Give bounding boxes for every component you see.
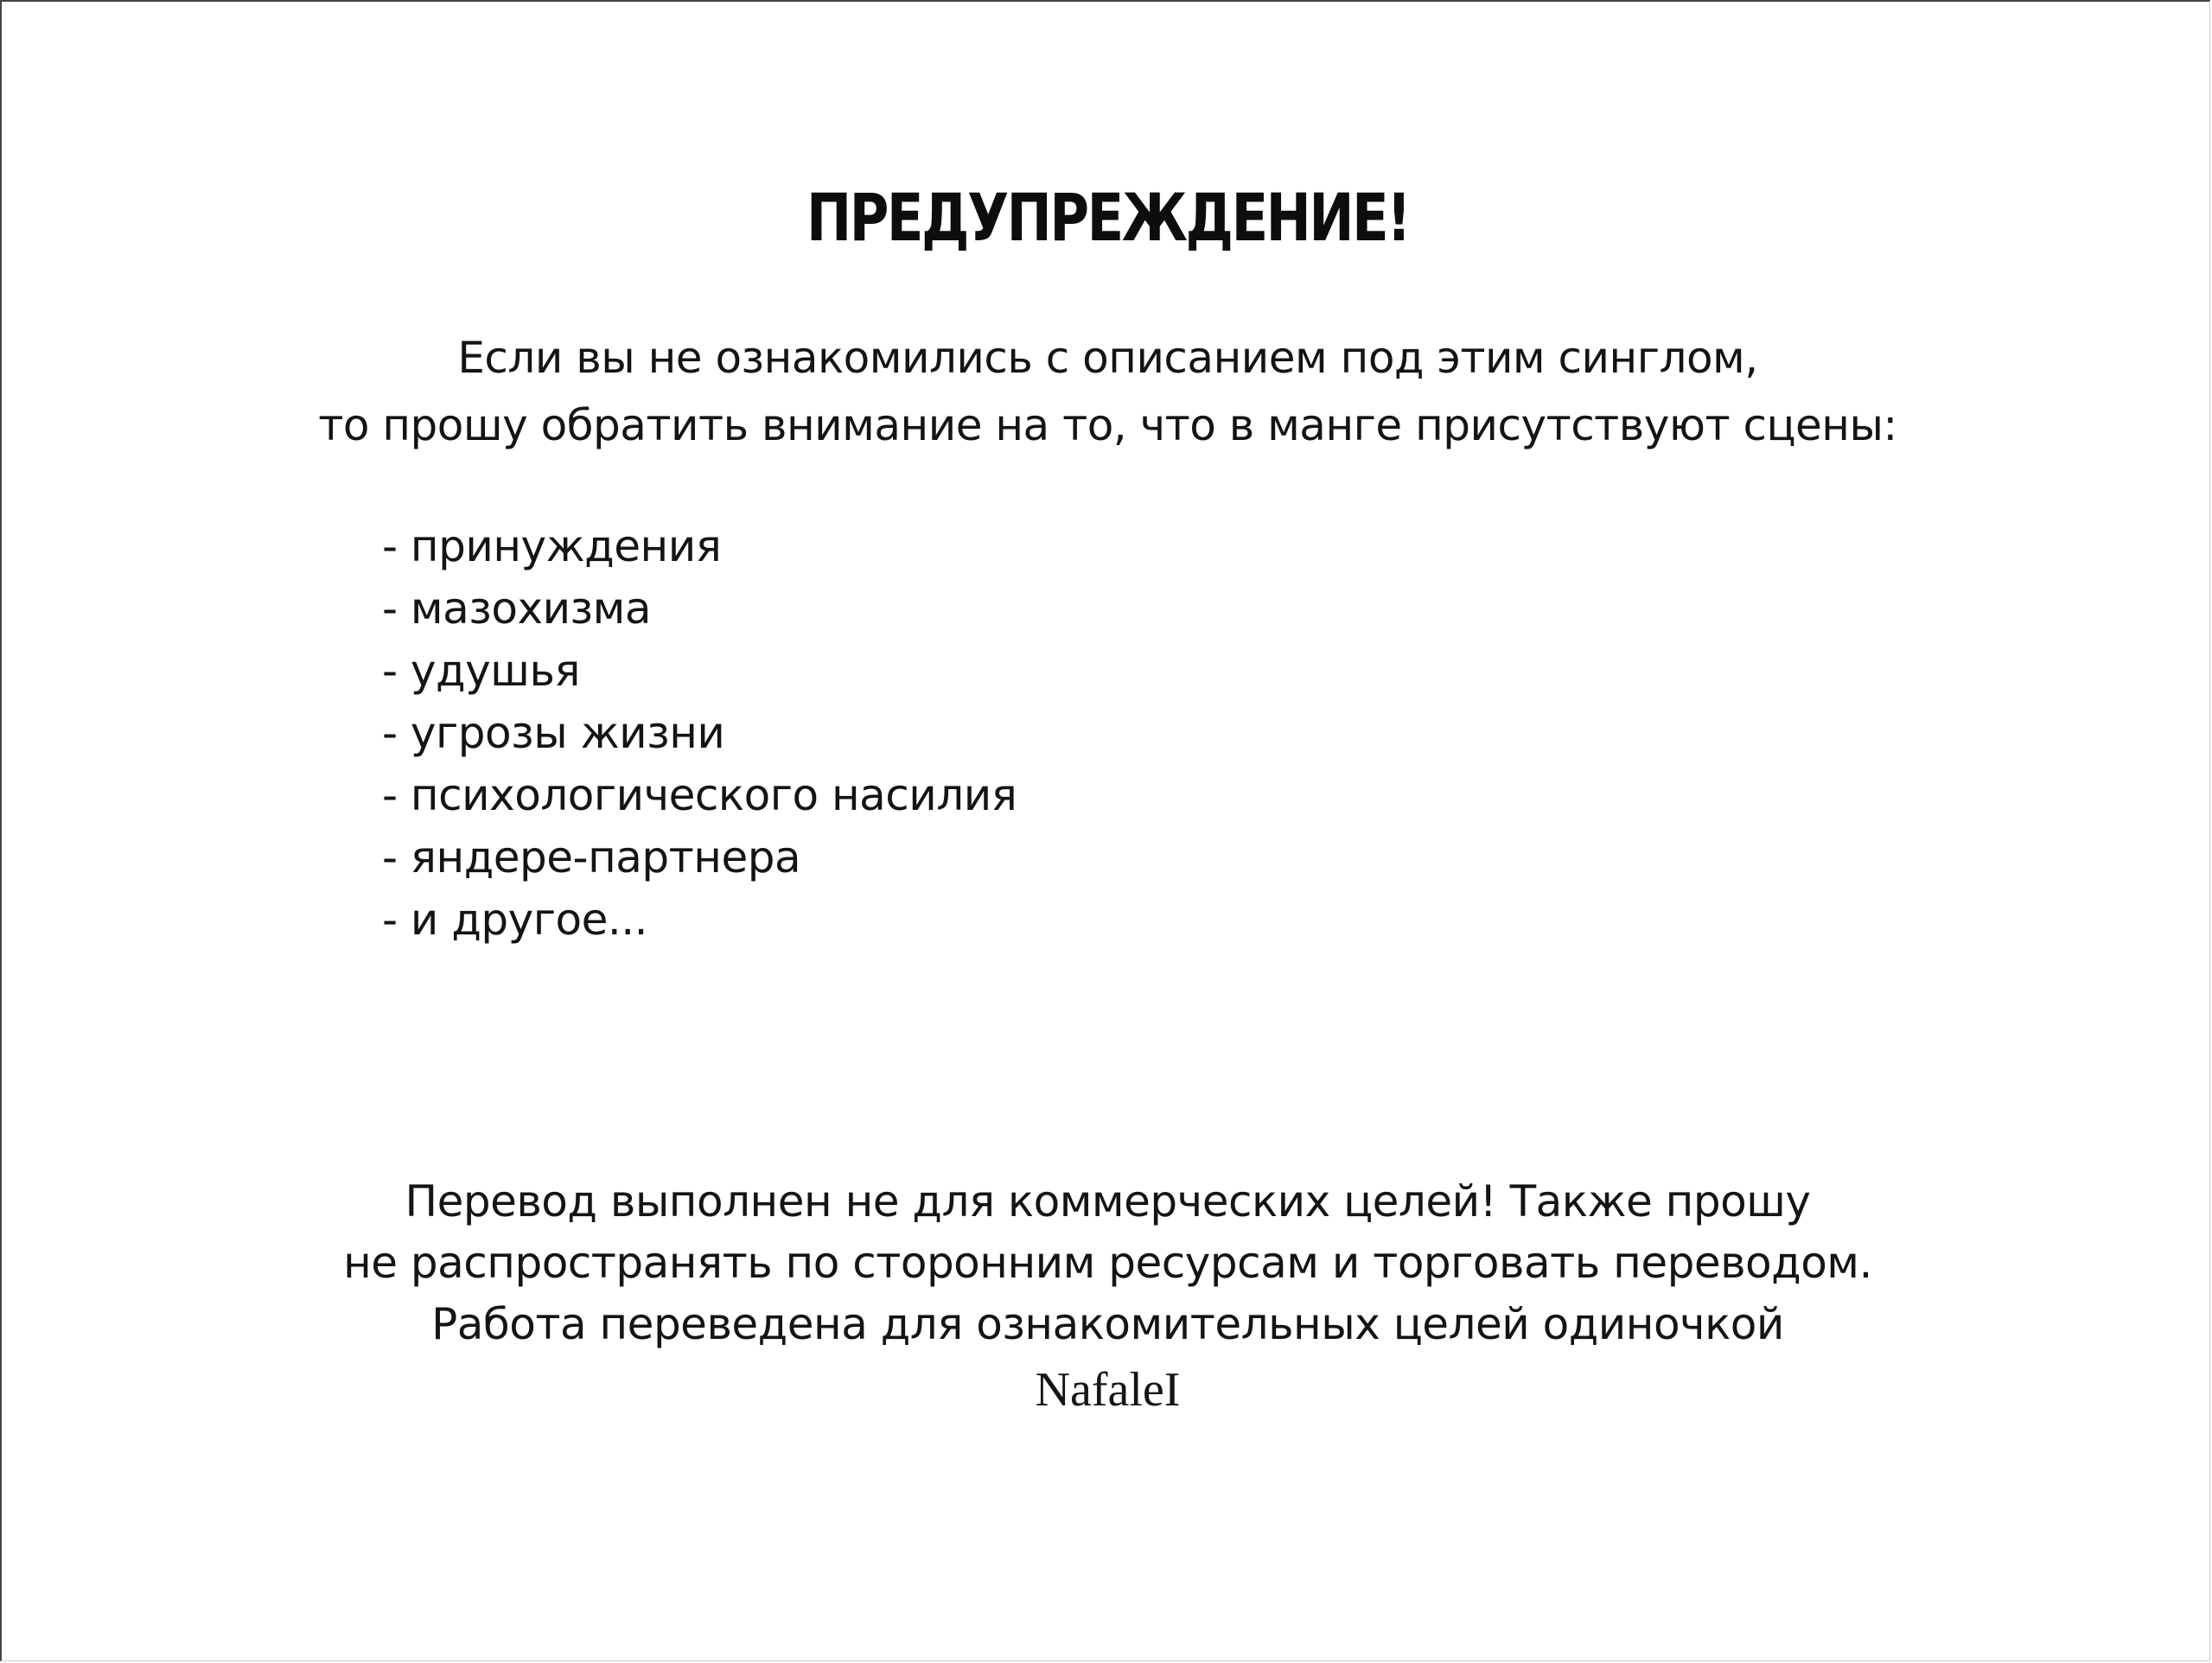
- scene-list: [382, 515, 1017, 951]
- scene-item-choking: - удушья: [382, 646, 580, 696]
- disclaimer-line-1: Перевод выполнен не для коммерческих целей! Также прошу: [405, 1176, 1811, 1227]
- scene-item-masochism: - мазохизма: [382, 583, 652, 634]
- scene-item-yandere-partner: - яндере-партнера: [382, 832, 801, 882]
- disclaimer-line-3: Работа переведена для ознакомительных целей одиночкой: [431, 1299, 1784, 1349]
- warning-title: ПРЕДУПРЕЖДЕНИЕ!: [806, 179, 1410, 256]
- warning-intro: [2, 324, 2212, 459]
- translator-name: NafaleI: [1035, 1363, 1181, 1417]
- disclaimer-line-2: не распространять по сторонним ресурсам и торговать переводом.: [343, 1238, 1872, 1288]
- scene-item-coercion: - принуждения: [382, 521, 722, 571]
- scene-item-psychological-abuse: - психологического насилия: [382, 770, 1017, 820]
- intro-line-1: Если вы не ознакомились с описанием под этим синглом,: [457, 333, 1758, 383]
- disclaimer: [2, 1171, 2212, 1355]
- scene-item-threat-to-life: - угрозы жизни: [382, 708, 725, 758]
- scene-item-other: - и другое...: [382, 895, 648, 945]
- intro-line-2: то прошу обратить внимание на то, что в манге присутствуют сцены:: [318, 400, 1897, 450]
